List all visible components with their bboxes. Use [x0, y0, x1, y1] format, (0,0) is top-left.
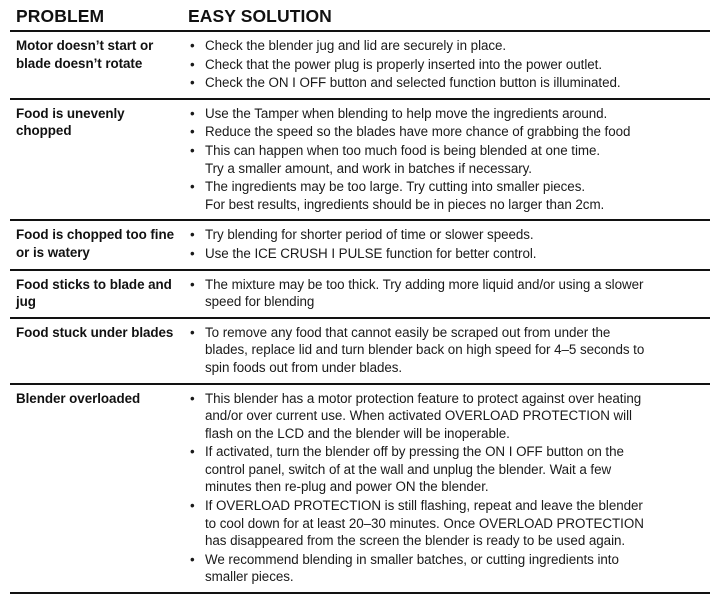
solution-cell — [178, 390, 721, 588]
solution-cell — [178, 226, 721, 263]
bullet-icon: • — [190, 390, 195, 406]
solution-line: spin foods out from under blades. — [205, 359, 403, 375]
solution-line: This blender has a motor protection feature to protect against over heating — [205, 390, 642, 406]
solution-list — [188, 276, 709, 311]
solution-bullet-item — [188, 443, 709, 496]
bullet-icon: • — [190, 56, 195, 72]
solution-bullet-item — [188, 226, 709, 244]
solution-line: minutes then re-plug and power ON the blender. — [205, 479, 489, 495]
solution-list — [188, 226, 709, 262]
bullet-icon: • — [190, 444, 195, 460]
problem-cell: Food stuck under blades — [16, 324, 174, 340]
bullet-icon: • — [190, 324, 195, 340]
solution-line: If activated, turn the blender off by pressing the ON I OFF button on the — [205, 444, 624, 460]
column-header-easy-solution: EASY SOLUTION — [188, 6, 332, 26]
solution-line: Check the blender jug and lid are securely in place. — [205, 38, 507, 53]
solution-line: has disappeared from the screen the blender is ready to be used again. — [205, 533, 626, 549]
solution-bullet-item — [188, 142, 709, 177]
solution-line: flash on the LCD and the blender will be inoperable. — [205, 425, 510, 441]
solution-list — [188, 37, 709, 92]
solution-line: Try blending for shorter period of time or slower speeds. — [205, 227, 534, 243]
solution-line: Use the Tamper when blending to help move the ingredients around. — [205, 105, 608, 121]
solution-cell — [178, 37, 721, 93]
solution-cell — [178, 105, 721, 215]
solution-line: We recommend blending in smaller batches, or cutting ingredients into — [205, 551, 619, 567]
solution-list — [188, 324, 709, 377]
table-row — [0, 221, 721, 268]
table-row — [0, 385, 721, 593]
solution-bullet-item — [188, 497, 709, 550]
bullet-icon: • — [190, 105, 195, 121]
solution-line: control panel, switch of at the wall and unplug the blender. Wait a few — [205, 461, 612, 477]
problem-cell: Food is unevenly chopped — [16, 105, 125, 139]
problem-cell: Blender overloaded — [16, 390, 141, 406]
solution-line: blades, replace lid and turn blender back on high speed for 4–5 seconds to — [205, 342, 645, 358]
solution-bullet-item — [188, 37, 709, 55]
bullet-icon: • — [190, 142, 195, 158]
solution-bullet-item — [188, 123, 709, 141]
table-row — [0, 32, 721, 98]
solution-bullet-item — [188, 390, 709, 443]
solution-line: Reduce the speed so the blades have more chance of grabbing the food — [205, 124, 631, 140]
solution-line: To remove any food that cannot easily be scraped out from under the — [205, 324, 611, 340]
solution-line: The mixture may be too thick. Try adding more liquid and/or using a slower — [205, 276, 644, 292]
table-row — [0, 100, 721, 220]
solution-bullet-item — [188, 245, 709, 263]
solution-list — [188, 390, 709, 587]
solution-line: For best results, ingredients should be in pieces no larger than 2cm. — [205, 196, 605, 212]
solution-line: Try a smaller amount, and work in batches if necessary. — [205, 160, 532, 176]
solution-line: Use the ICE CRUSH I PULSE function for better control. — [205, 245, 537, 261]
solution-line: to cool down for at least 20–30 minutes. Once OVERLOAD PROTECTION — [205, 515, 644, 531]
bullet-icon: • — [190, 245, 195, 261]
solution-bullet-item — [188, 276, 709, 311]
solution-cell — [178, 276, 721, 312]
bullet-icon: • — [190, 276, 195, 292]
solution-line: The ingredients may be too large. Try cutting into smaller pieces. — [205, 179, 586, 195]
solution-line: If OVERLOAD PROTECTION is still flashing, repeat and leave the blender — [205, 498, 643, 514]
solution-bullet-item — [188, 74, 709, 92]
solution-bullet-item — [188, 105, 709, 123]
column-header-problem: PROBLEM — [16, 6, 105, 26]
solution-bullet-item — [188, 551, 709, 586]
solution-bullet-item — [188, 178, 709, 213]
bullet-icon: • — [190, 551, 195, 567]
table-row — [0, 319, 721, 383]
problem-cell: Food is chopped too fine or is watery — [16, 227, 174, 260]
solution-line: This can happen when too much food is being blended at one time. — [205, 142, 601, 158]
bullet-icon: • — [190, 179, 195, 195]
solution-line: Check the ON I OFF button and selected function button is illuminated. — [205, 75, 621, 91]
solution-line: smaller pieces. — [205, 569, 294, 585]
table-row — [0, 271, 721, 317]
bullet-icon: • — [190, 124, 195, 140]
problem-cell: Motor doesn’t start or blade doesn’t rotate — [16, 38, 154, 71]
solution-line: speed for blending — [205, 294, 315, 310]
problem-cell: Food sticks to blade and jug — [16, 276, 172, 310]
bullet-icon: • — [190, 498, 195, 514]
bullet-icon: • — [190, 38, 195, 53]
table-body — [0, 32, 721, 594]
solution-line: and/or over current use. When activated OVERLOAD PROTECTION will — [205, 408, 632, 424]
bullet-icon: • — [190, 227, 195, 243]
bullet-icon: • — [190, 75, 195, 91]
table-header-row — [0, 0, 721, 30]
solution-list — [188, 105, 709, 214]
solution-line: Check that the power plug is properly inserted into the power outlet. — [205, 56, 603, 72]
solution-bullet-item — [188, 56, 709, 74]
solution-bullet-item — [188, 324, 709, 377]
solution-cell — [178, 324, 721, 378]
